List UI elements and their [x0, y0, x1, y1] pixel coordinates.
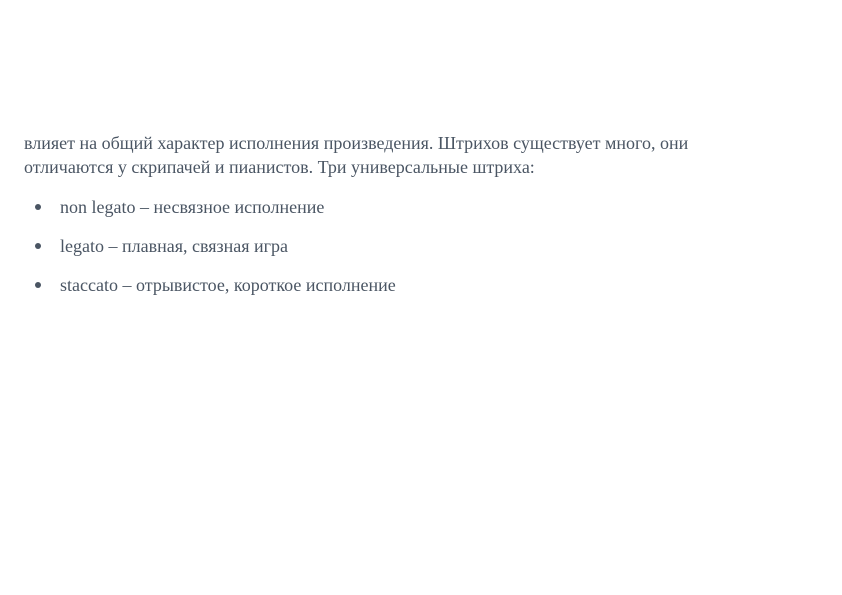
list-item-text: non legato – несвязное исполнение — [60, 197, 325, 217]
list-item — [24, 273, 814, 297]
intro-paragraph — [24, 131, 814, 179]
bullet-dot-icon — [35, 204, 41, 210]
list-item — [24, 234, 814, 258]
list-item-text: legato – плавная, связная игра — [60, 236, 289, 256]
paragraph-line-1: влияет на общий характер исполнения произведения. Штрихов существует много, они — [24, 133, 689, 153]
paragraph-line-2: отличаются у скрипачей и пианистов. Три универсальные штриха: — [24, 157, 535, 177]
bullet-dot-icon — [35, 282, 41, 288]
stroke-list — [24, 195, 814, 297]
bullet-dot-icon — [35, 243, 41, 249]
list-item — [24, 195, 814, 219]
document-page — [24, 131, 814, 312]
list-item-text: staccato – отрывистое, короткое исполнение — [60, 275, 396, 295]
